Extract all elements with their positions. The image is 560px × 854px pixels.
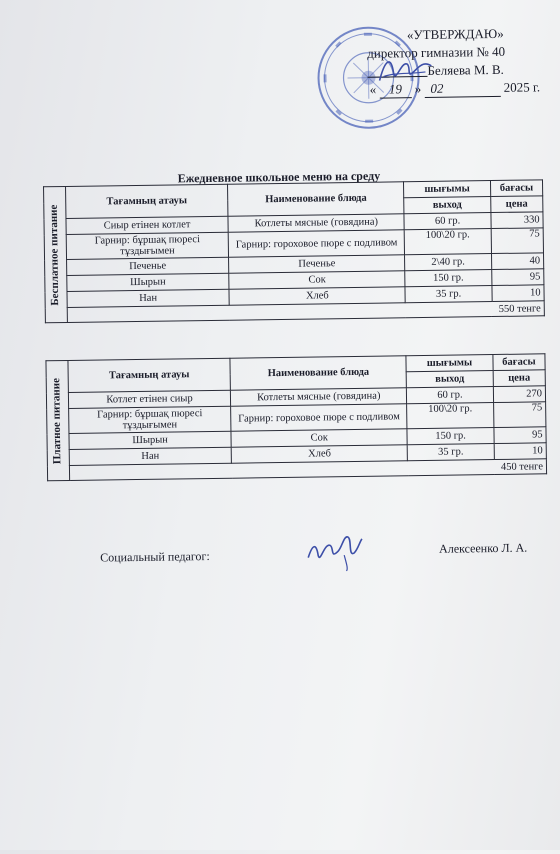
dish-price: 330 bbox=[491, 212, 543, 229]
dish-ru: Сок bbox=[231, 429, 407, 447]
date-day: 19 bbox=[379, 80, 411, 98]
dish-kz: Нан bbox=[67, 289, 230, 307]
dish-kz: Печенье bbox=[66, 257, 229, 275]
footer-name: Алексеенко Л. А. bbox=[439, 540, 528, 556]
free-meals-table bbox=[43, 179, 545, 323]
dish-kz: Шырын bbox=[69, 431, 232, 449]
header-name-ru: Наименование блюда bbox=[230, 356, 406, 390]
dish-kz: Сиыр етінен котлет bbox=[66, 216, 229, 234]
side-label: Платное питание bbox=[50, 377, 64, 464]
dish-kz: Гарнир: бұршақ пюресі тұздығымен bbox=[66, 232, 229, 259]
footer-role: Социальный педагог: bbox=[100, 549, 210, 565]
dish-yield: 150 гр. bbox=[407, 428, 494, 445]
dish-price: 40 bbox=[491, 253, 543, 270]
dish-kz: Шырын bbox=[66, 273, 229, 291]
date-close-quote: » bbox=[414, 81, 422, 97]
header-yield-kz: шығымы bbox=[406, 355, 493, 372]
header-yield-ru: выход bbox=[404, 197, 491, 214]
header-price-kz: бағасы bbox=[493, 354, 545, 371]
approval-position: директор гимназии № 40 bbox=[367, 43, 506, 61]
header-price-kz: бағасы bbox=[490, 180, 542, 197]
total-value: 550 тенге bbox=[67, 301, 544, 323]
dish-ru: Хлеб bbox=[232, 445, 408, 463]
dish-ru: Хлеб bbox=[229, 287, 405, 305]
total-value: 450 тенге bbox=[69, 459, 546, 481]
header-name-kz: Тағамның атауы bbox=[68, 358, 231, 392]
dish-yield: 100\20 гр. bbox=[404, 229, 491, 255]
dish-price: 75 bbox=[493, 402, 545, 428]
date-open-quote: « bbox=[369, 81, 377, 97]
dish-ru: Сок bbox=[229, 271, 405, 289]
dish-yield: 35 гр. bbox=[407, 444, 494, 461]
date-month: 02 bbox=[424, 79, 500, 98]
dish-yield: 60 гр. bbox=[406, 387, 493, 404]
header-yield-kz: шығымы bbox=[404, 181, 491, 198]
dish-ru: Печенье bbox=[229, 255, 405, 273]
dish-yield: 2\40 гр. bbox=[405, 254, 492, 271]
header-name-ru: Наименование блюда bbox=[228, 182, 404, 216]
approval-name: Беляева М. В. bbox=[427, 61, 504, 78]
header-price-ru: цена bbox=[491, 196, 543, 213]
date-year: 2025 г. bbox=[503, 79, 541, 95]
approval-title: «УТВЕРЖДАЮ» bbox=[406, 25, 504, 43]
dish-price: 10 bbox=[494, 443, 546, 460]
dish-price: 95 bbox=[492, 269, 544, 286]
dish-yield: 35 гр. bbox=[405, 286, 492, 303]
dish-ru: Котлеты мясные (говядина) bbox=[231, 388, 407, 406]
dish-kz: Гарнир: бұршақ пюресі тұздығымен bbox=[68, 406, 231, 433]
header-yield-ru: выход bbox=[406, 371, 493, 388]
dish-price: 95 bbox=[494, 427, 546, 444]
dish-ru: Гарнир: гороховое пюре с подливом bbox=[231, 404, 407, 431]
dish-kz: Нан bbox=[69, 447, 232, 465]
side-label-cell bbox=[44, 186, 68, 322]
dish-yield: 150 гр. bbox=[405, 270, 492, 287]
dish-kz: Котлет етінен сиыр bbox=[68, 390, 231, 408]
director-signature-icon bbox=[375, 50, 436, 91]
menu-title: Ежедневное школьное меню на среду bbox=[177, 168, 381, 186]
side-label: Бесплатное питание bbox=[48, 204, 62, 306]
dish-price: 75 bbox=[491, 228, 543, 254]
header-price-ru: цена bbox=[493, 370, 545, 387]
dish-yield: 60 гр. bbox=[404, 213, 491, 230]
dish-ru: Котлеты мясные (говядина) bbox=[228, 214, 404, 232]
dish-ru: Гарнир: гороховое пюре с подливом bbox=[229, 230, 405, 257]
side-label-cell bbox=[46, 360, 69, 480]
dish-yield: 100\20 гр. bbox=[407, 403, 494, 429]
paid-meals-table bbox=[45, 353, 547, 481]
header-name-kz: Тағамның атауы bbox=[65, 184, 228, 218]
dish-price: 270 bbox=[493, 386, 545, 403]
social-pedagogue-signature-icon bbox=[304, 527, 367, 572]
dish-price: 10 bbox=[492, 285, 544, 302]
